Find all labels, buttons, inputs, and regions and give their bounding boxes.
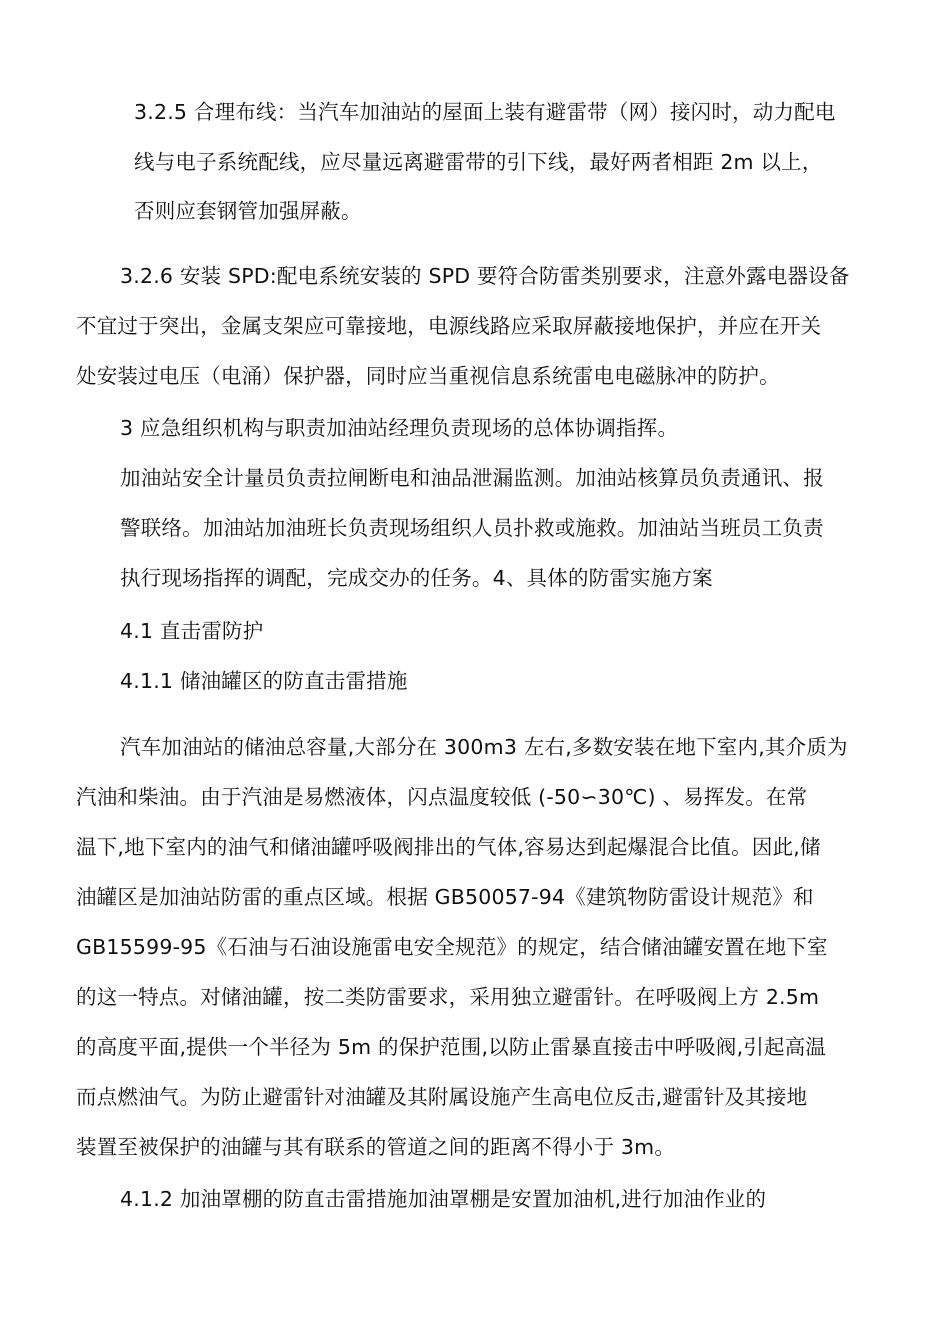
text-line: 装置至被保护的油罐与其有联系的管道之间的距离不得小于 3m。 (76, 1135, 676, 1159)
text-line: 加油站安全计量员负责拉闸断电和油品泄漏监测。加油站核算员负责通讯、报 (120, 466, 824, 490)
text-line: GB15599-95《石油与石油设施雷电安全规范》的规定，结合储油罐安置在地下室 (76, 935, 828, 959)
text-line: 3.2.5 合理布线：当汽车加油站的屋面上装有避雷带（网）接闪时，动力配电 (134, 100, 836, 124)
text-line: 汽油和柴油。由于汽油是易燃液体，闪点温度较低 (-50∽30℃) 、易挥发。在常 (76, 785, 808, 809)
text-line: 执行现场指挥的调配，完成交办的任务。4、具体的防雷实施方案 (120, 566, 713, 590)
text-line: 而点燃油气。为防止避雷针对油罐及其附属设施产生高电位反击,避雷针及其接地 (76, 1085, 808, 1109)
text-line: 处安装过电压（电涌）保护器，同时应当重视信息系统雷电电磁脉冲的防护。 (76, 364, 780, 388)
section-heading: 4.1.1 储油罐区的防直击雷措施 (120, 669, 408, 693)
text-line: 线与电子系统配线，应尽量远离避雷带的引下线，最好两者相距 2m 以上， (134, 150, 823, 174)
text-line: 油罐区是加油站防雷的重点区域。根据 GB50057-94《建筑物防雷设计规范》和 (76, 885, 814, 909)
text-line: 否则应套钢管加强屏蔽。 (134, 199, 362, 223)
section-heading: 4.1 直击雷防护 (120, 619, 264, 643)
text-line: 3.2.6 安装 SPD:配电系统安装的 SPD 要符合防雷类别要求，注意外露电器设备 (120, 264, 850, 288)
section-heading: 4.1.2 加油罩棚的防直击雷措施加油罩棚是安置加油机,进行加油作业的 (120, 1187, 767, 1211)
text-line: 3 应急组织机构与职责加油站经理负责现场的总体协调指挥。 (120, 416, 679, 440)
text-line: 的高度平面,提供一个半径为 5m 的保护范围,以防止雷暴直接击中呼吸阀,引起高温 (76, 1035, 827, 1059)
text-line: 不宜过于突出，金属支架应可靠接地，电源线路应采取屏蔽接地保护，并应在开关 (76, 314, 822, 338)
text-line: 的这一特点。对储油罐，按二类防雷要求，采用独立避雷针。在呼吸阀上方 2.5m (76, 985, 820, 1009)
text-line: 汽车加油站的储油总容量,大部分在 300m3 左右,多数安装在地下室内,其介质为 (120, 735, 848, 759)
text-line: 警联络。加油站加油班长负责现场组织人员扑救或施救。加油站当班员工负责 (120, 516, 824, 540)
text-line: 温下,地下室内的油气和储油罐呼吸阀排出的气体,容易达到起爆混合比值。因此,储 (76, 835, 821, 859)
